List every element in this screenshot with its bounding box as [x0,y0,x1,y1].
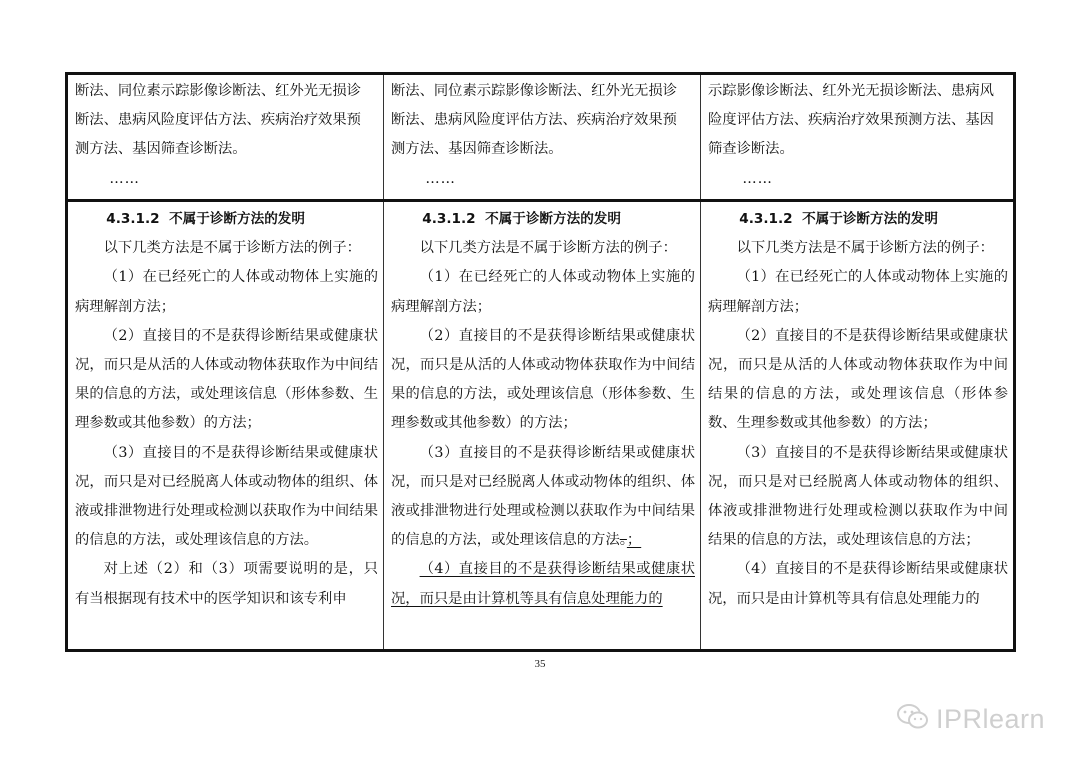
ellipsis: …… [742,170,773,187]
section-title: 不属于诊断方法的发明 [485,211,621,227]
row-divider [68,199,1013,202]
watermark [896,704,1045,734]
cell-col3-bottom [701,205,1013,653]
note-paragraph: 对上述（2）和（3）项需要说明的是，只有当根据现有技术中的医学知识和该专利申 [75,561,378,607]
item-2: （2）直接目的不是获得诊断结果或健康状况，而只是从活的人体或动物体获取作为中间结果的信息的方法，或处理该信息（形体参数、生理参数或其他参数）的方法； [391,327,695,432]
section-heading [391,205,695,234]
text-line: 断法、同位素示踪影像诊断法、红外光无损诊 [75,83,361,99]
text-line: 断法、同位素示踪影像诊断法、红外光无损诊 [391,83,677,99]
cell-col1-bottom [68,205,383,653]
text-line: 险度评估方法、疾病治疗效果预测方法、基因 [708,112,994,129]
item-2: （2）直接目的不是获得诊断结果或健康状况，而只是从活的人体或动物体获取作为中间结果的信息的方法，或处理该信息（形体参数、生理参数或其他参数）的方法； [75,327,378,432]
section-number: 4.3.1.2 [106,211,160,227]
ellipsis: …… [109,170,140,187]
intro-paragraph: 以下几类方法是不属于诊断方法的例子： [103,240,361,257]
item-3: （3）直接目的不是获得诊断结果或健康状况，而只是对已经脱离人体或动物体的组织、体液或排泄物进行处理或检测以获取作为中间结果的信息的方法，或处理该信息的方法； [708,444,1008,549]
cell-col2-bottom [384,205,700,653]
section-title: 不属于诊断方法的发明 [802,211,938,227]
intro-paragraph: 以下几类方法是不属于诊断方法的例子： [419,240,677,257]
item-2: （2）直接目的不是获得诊断结果或健康状况，而只是从活的人体或动物体获取作为中间结果的信息的方法，或处理该信息（形体参数、生理参数或其他参数）的方法； [708,327,1008,432]
text-line: 测方法、基因筛查诊断法。 [391,141,563,158]
text-line: 断法、患病风险度评估方法、疾病治疗效果预 [75,112,361,129]
ellipsis: …… [425,170,456,187]
item-1: （1）在已经死亡的人体或动物体上实施的病理解剖方法； [391,269,695,315]
text-line: 筛查诊断法。 [708,141,794,158]
item-3-tail: 法 [605,532,620,549]
page-number: 35 [534,658,546,670]
item-4: （4）直接目的不是获得诊断结果或健康状况，而只是由计算机等具有信息处理能力的 [708,561,1008,607]
deleted-text: 。 [619,532,627,549]
text-line: 示踪影像诊断法、红外光无损诊断法、患病风 [708,83,994,99]
section-title: 不属于诊断方法的发明 [169,211,305,227]
text-line: 断法、患病风险度评估方法、疾病治疗效果预 [391,112,677,129]
text-line: 测方法、基因筛查诊断法。 [75,141,247,158]
item-4-inserted: （4）直接目的不是获得诊断结果或健康状况，而只是由计算机等具有信息处理能力的 [391,561,695,607]
section-heading [75,205,378,234]
item-1: （1）在已经死亡的人体或动物体上实施的病理解剖方法； [75,269,378,315]
item-1: （1）在已经死亡的人体或动物体上实施的病理解剖方法； [708,269,1008,315]
section-number: 4.3.1.2 [422,211,476,227]
wechat-icon [896,703,930,735]
comparison-table [65,72,1016,652]
item-3-text: （3）直接目的不是获得诊断结果或健康状况，而只是对已经脱离人体或动物体的组织、体液或排泄物进行处理或检测以获取作为中间结果的信息的方法，或处理该信息的方 [391,444,695,549]
item-3 [391,439,695,556]
item-3: （3）直接目的不是获得诊断结果或健康状况，而只是对已经脱离人体或动物体的组织、体液或排泄物进行处理或检测以获取作为中间结果的信息的方法，或处理该信息的方法。 [75,444,378,549]
cell-col3-top [701,77,1013,197]
intro-paragraph: 以下几类方法是不属于诊断方法的例子： [736,240,994,257]
inserted-text: ； [626,532,642,549]
cell-col2-top [384,77,700,197]
watermark-text: IPRlearn [936,703,1046,734]
section-heading [708,205,1008,234]
section-number: 4.3.1.2 [739,211,793,227]
cell-col1-top [68,77,383,197]
